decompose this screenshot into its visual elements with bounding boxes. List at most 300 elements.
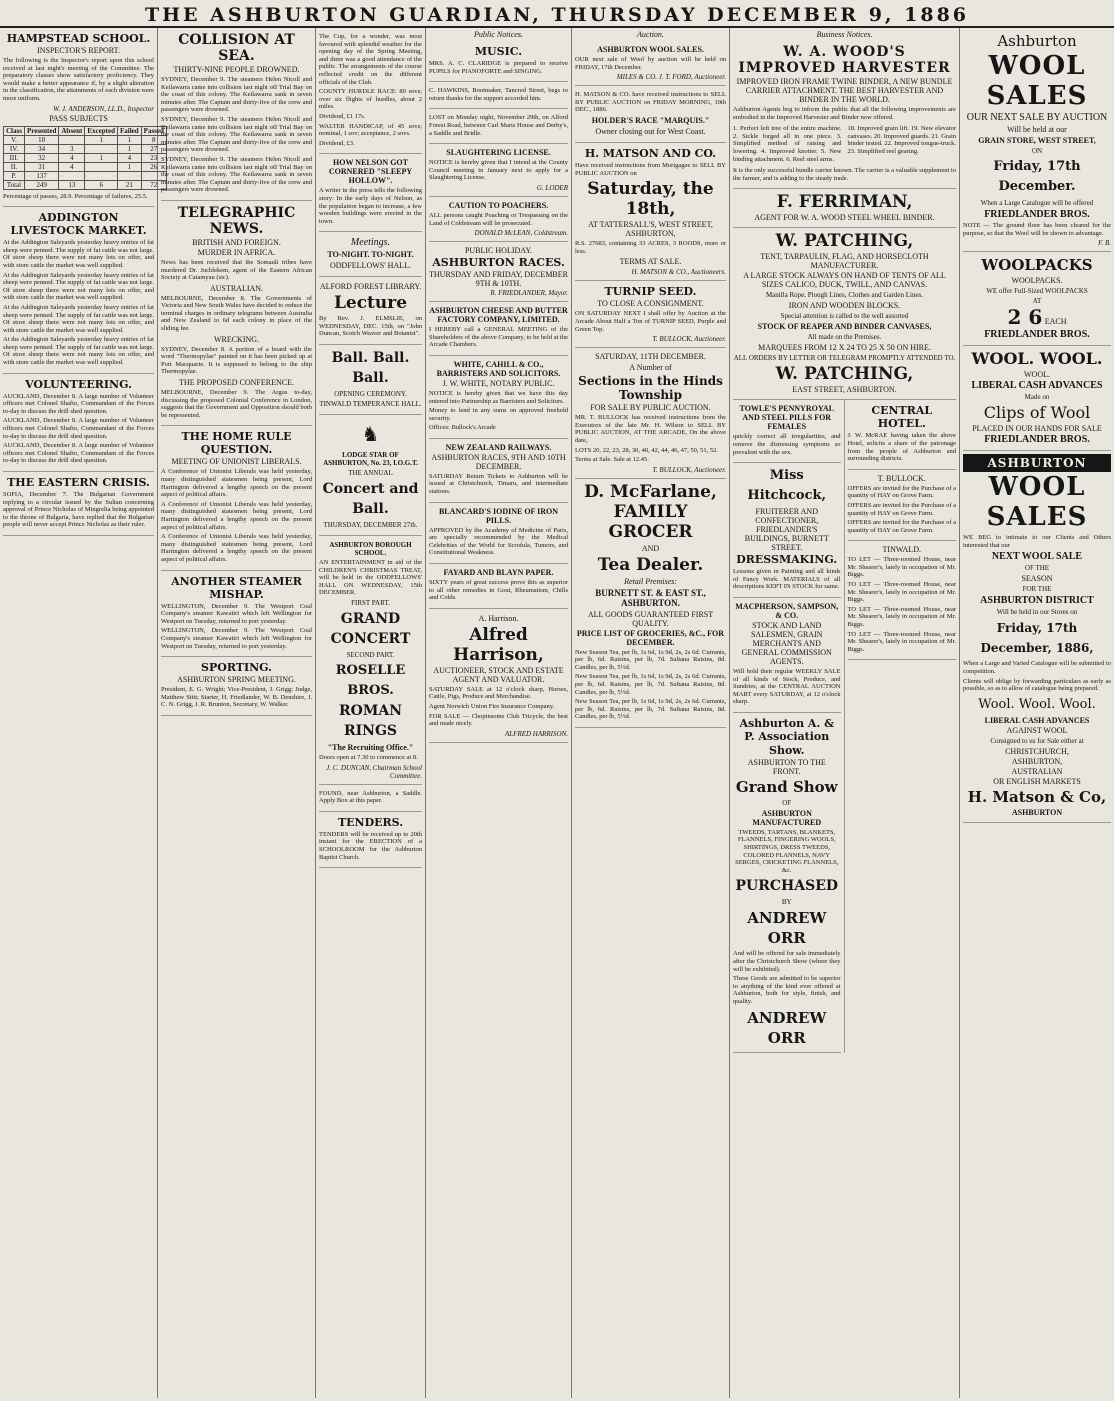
lecture-heading: Lecture bbox=[333, 293, 408, 314]
column-1 bbox=[0, 28, 164, 1398]
table-total-row bbox=[4, 180, 167, 189]
col6-left bbox=[733, 400, 845, 1052]
races-signature: R. FRIEDLANDER, Mayor. bbox=[490, 289, 568, 298]
wool-sales-body: OUR next sale of Wool by auction will be held on FRIDAY, 17th December. bbox=[575, 56, 726, 71]
collision-heading: COLLISION AT SEA. bbox=[178, 32, 295, 64]
retail-label: Retail Premises: bbox=[624, 576, 677, 586]
we-offer-text: WE offer Full-Sized WOOLPACKS bbox=[986, 287, 1088, 296]
at-text: AT bbox=[1032, 297, 1042, 306]
cheese-heading: ASHBURTON CHEESE AND BUTTER FACTORY COMPANY, LIMITED. bbox=[429, 306, 568, 325]
business-notices-label: Business Notices. bbox=[816, 30, 873, 39]
next-wool-text: NEXT WOOL SALE bbox=[991, 551, 1083, 563]
races-rail-heading: ASHBURTON RACES, 9TH AND 10TH DECEMBER. bbox=[431, 452, 566, 471]
murder-heading: MURDER IN AFRICA. bbox=[197, 247, 276, 257]
friday2-heading: Friday, 17th December, 1886, bbox=[980, 621, 1094, 656]
friedlander-signature: FRIEDLANDER BROS. bbox=[984, 209, 1090, 220]
table-cell: 23 bbox=[141, 153, 166, 162]
railways-heading: NEW ZEALAND RAILWAYS. bbox=[445, 442, 552, 452]
nelson-heading: HOW NELSON GOT CORNERED "SLEEPY HOLLOW". bbox=[328, 158, 413, 186]
patching2-heading: W. PATCHING, bbox=[775, 364, 914, 385]
orders-text: ALL ORDERS BY LETTER OR TELEGRAM PROMPTLY ATTENDED TO. bbox=[733, 354, 956, 363]
harrison-sale: SATURDAY SALE at 12 o'clock sharp, Horses, Cattle, Pigs, Produce and Merchandise. bbox=[429, 685, 568, 701]
for-sale-text: FOR SALE — Chopinsome Club Tricycle, the best and made nicely. bbox=[429, 712, 568, 728]
table-cell bbox=[85, 171, 118, 180]
saturday-date: SATURDAY, 11TH DECEMBER. bbox=[595, 352, 706, 362]
table-cell: III. bbox=[4, 153, 25, 162]
goods-guarantee: ALL GOODS GUARANTEED FIRST QUALITY. bbox=[587, 609, 714, 628]
wool-sales2-heading: WOOL SALES bbox=[986, 472, 1088, 533]
fayard-body: SIXTY years of great success prove this as superior to all other remedies in Gout, Rheumatism, Chills and Colds. bbox=[429, 579, 568, 602]
saturday-heading: Saturday, the 18th, bbox=[587, 179, 714, 220]
woolpacks-ad bbox=[963, 252, 1111, 346]
table-cell: IV. bbox=[4, 144, 25, 153]
hampstead-subheading: INSPECTOR'S REPORT. bbox=[37, 46, 120, 55]
ashburton4-text: ASHBURTON bbox=[1011, 807, 1063, 817]
against-text: AGAINST WOOL bbox=[1006, 725, 1068, 735]
music-body: MRS. A. C. CLARIDGE is prepared to receive PUPILS for PIANOFORTE and SINGING. bbox=[429, 60, 568, 75]
table-header-row bbox=[4, 126, 167, 135]
by-text: BY bbox=[781, 898, 792, 907]
table-cell: 27 bbox=[141, 144, 166, 153]
stock-text: STOCK OF REAPER AND BINDER CANVASES, bbox=[757, 322, 932, 332]
column-4 bbox=[426, 28, 572, 1398]
australian-heading: AUSTRALIAN. bbox=[209, 283, 264, 293]
tonight-text: TO-NIGHT. TO-NIGHT. bbox=[327, 250, 414, 260]
lost-body: LOST on Monday night, November 29th, on Alford Forest Road, between Carl Maris House and Derby's, a Saddle and Bridle. bbox=[429, 114, 568, 137]
home-rule-body: A Conference of Unionist Liberals was held yesterday, many distinguished statesmen being present, Lord Hartington delivered a lengthy speech on the present aspect of political affairs. bbox=[161, 468, 312, 499]
ferriman-ad bbox=[733, 189, 956, 228]
found-text: FOUND, near Ashburton, a Saddle. Apply Box at this paper. bbox=[319, 789, 422, 805]
telegraphic-article bbox=[161, 201, 312, 427]
home-rule-body-continued: A Conference of Unionist Liberals was held yesterday, many distinguished statesmen being present, Lord Hartington delivered a lengthy speech on the present aspect of political affairs. bbox=[161, 500, 312, 531]
ashburton-heading: Ashburton bbox=[997, 32, 1077, 50]
table-cell: V. bbox=[4, 135, 25, 144]
hitchcock-ad bbox=[733, 463, 841, 598]
sections-terms: Terms at Sale. Sale at 12.45. bbox=[575, 456, 649, 464]
features-left: 1. Perfect left tree of the entire machine. 2. Sickle forged all in one piece. 3. Simplified method of raising and lowering. 4. Improved knotter. 5. New binding attachment. 6. Reel steel arms. bbox=[733, 125, 842, 163]
tinwald-hall-text: TINWALD TEMPERANCE HALL. bbox=[319, 400, 422, 409]
percentages-text: Percentage of passes, 28.9. Percentage of failures, 25.5. bbox=[3, 192, 148, 200]
note-text: NOTE — The ground floor has been cleared for the purpose, so that the Wool will be shown to advantage. bbox=[963, 222, 1111, 237]
asso-front: ASHBURTON TO THE FRONT. bbox=[747, 757, 826, 776]
cup-body: The Cup, for a wonder, was most favoured with splendid weather for the opening day of the Spring Meeting, and there was a good attendance of the public. The arrangements of the course reflected credit on the different officials of the Club. bbox=[319, 33, 422, 86]
matson-marquis-notice bbox=[575, 86, 726, 143]
addington-body-continued: At the Addington Saleyards yesterday heavy entries of fat sheep were penned. The supply of fat cattle was not large. Of store sheep there were not many lots on offer, and with store cattle the market was well supplied. bbox=[3, 271, 154, 302]
owner-closing-text: Owner closing out for West Coast. bbox=[595, 126, 706, 136]
lodge-ad bbox=[319, 415, 422, 536]
home-rule-body-more: A Conference of Unionist Liberals was held yesterday, many distinguished statesmen being present, Lord Hartington delivered a lengthy speech on the present aspect of political affairs. bbox=[161, 533, 312, 563]
collision-body-more: SYDNEY, December 9. The steamers Helen Nicoll and Keilawarra came into collision last night off Trial Bay on the coast of this colony. The Keilawarra sank in seven minutes after. The Captain and thirty-five of the crew and passengers were drowned. bbox=[161, 155, 312, 194]
woolpacks-subheading: WOOLPACKS. bbox=[1011, 276, 1063, 286]
sections-heading: Sections in the Hinds Township bbox=[578, 374, 723, 403]
table-cell: Total bbox=[4, 180, 25, 189]
rs-text: R.S. 27683, containing 33 ACRES, 3 ROODS, more or less. bbox=[575, 240, 726, 255]
table-header: Passed bbox=[141, 126, 166, 135]
opening-text: OPENING CEREMONY. bbox=[334, 390, 407, 399]
wool3-heading: WOOL. WOOL. bbox=[971, 349, 1103, 369]
addington-body: At the Addington Saleyards yesterday heavy entries of fat sheep were penned. The supply of fat cattle was not large. Of store sheep there were not many lots on offer, and with store cattle the market was well supplied. bbox=[3, 239, 154, 269]
friday-heading: Friday, 17th December. bbox=[993, 159, 1081, 194]
table-row bbox=[4, 162, 167, 171]
australian-text: AUSTRALIAN bbox=[1011, 766, 1063, 776]
grand-show-heading: Grand Show bbox=[735, 777, 838, 796]
nelson-article bbox=[319, 154, 422, 232]
dividend2-text: Dividend, £3. bbox=[319, 139, 355, 147]
wool-small: WOOL. bbox=[1024, 370, 1050, 380]
patching-body: A LARGE STOCK ALWAYS ON HAND OF TENTS OF ALL SIZES CALICO, DUCK, TWILL, AND CANVAS. bbox=[743, 271, 946, 290]
bullock-body-continued: OFFERS are invited for the Purchase of a quantity of HAY on Grove Farm. bbox=[847, 501, 956, 517]
volunteering-body: AUCKLAND, December 8. A large number of Volunteer officers met Colonel Shafto, Commandant of the Forces to-day to discuss the drill shed question. bbox=[3, 392, 154, 415]
hampstead-body: The following is the Inspector's report upon this school received at last night's meeting of the Committee. The preparatory classes show satisfactory proficiency. They would make a better appearance if, by a slight alteration in the classification, the attainments of each division were more uniform. bbox=[3, 57, 154, 102]
lost-notice bbox=[429, 109, 568, 144]
iron-text: IRON AND WOODEN BLOCKS. bbox=[788, 301, 901, 311]
woods-subheading: IMPROVED IRON FRAME TWINE BINDER, A NEW BUNDLE CARRIER ATTACHMENT. THE BEST HARVESTER AND BINDER IN THE WORLD. bbox=[736, 77, 953, 104]
table-header: Presented bbox=[24, 126, 58, 135]
district-text: ASHBURTON DISTRICT bbox=[980, 595, 1094, 607]
wrecking-heading: WRECKING. bbox=[213, 334, 260, 344]
for-the-text: FOR THE bbox=[1022, 585, 1052, 594]
volunteering-body-more: AUCKLAND, December 8. A large number of Volunteer officers met Colonel Shafto, Commandant of the Forces to-day to discuss the drill shed question. bbox=[3, 442, 154, 465]
patching-heading: W. PATCHING, bbox=[775, 231, 914, 252]
slaughter-notice bbox=[429, 144, 568, 197]
marquees-text: MARQUEES FROM 12 X 24 TO 25 X 50 ON HIRE. bbox=[758, 343, 931, 353]
clips-heading: Clips of Wool bbox=[983, 403, 1091, 423]
sections-list: LOTS 20, 22, 23, 28, 30, 40, 42, 44, 46, 47, 50, 51, 52. bbox=[575, 446, 718, 454]
home-rule-subheading: MEETING OF UNIONIST LIBERALS. bbox=[171, 457, 302, 467]
dividend-text: Dividend, £1 17s. bbox=[319, 112, 366, 120]
turnip-body: ON SATURDAY NEXT I shall offer by Auction at the Arcade About Half a Ton of TURNIP SEED, Purple and Green Top. bbox=[575, 310, 726, 333]
volunteering-article bbox=[3, 374, 154, 472]
tenders-body: TENDERS will be received up to 20th instant for the ERECTION of a SCHOOLROOM for the Ashburton Baptist Church. bbox=[319, 830, 422, 861]
sections-subheading: FOR SALE BY PUBLIC AUCTION. bbox=[590, 403, 711, 413]
table-cell bbox=[85, 144, 118, 153]
table-cell: 3 bbox=[59, 144, 85, 153]
addington-body-more: At the Addington Saleyards yesterday heavy entries of fat sheep were penned. The supply of fat cattle was not large. Of store sheep there were not many lots on offer, and with store cattle the market was well supplied. bbox=[3, 303, 154, 334]
price-list-body-more: New Season Tea, per lb, 1s 6d, 1s 9d, 2s, 2s 6d. Currants, per lb, 6d. Raisins, per lb, 7d. Sultana Raisins, 8d. Candles, per lb, 5½d. bbox=[575, 698, 726, 721]
table-row bbox=[4, 153, 167, 162]
mcfarlane-ad bbox=[575, 479, 726, 728]
blancard-body: APPROVED by the Academy of Medicine of Paris, are specially recommended by the Medical Celebrities of the World for Scrofula, Tumors, and Constitutional Weakness. bbox=[429, 526, 568, 557]
of-text: OF bbox=[782, 798, 792, 807]
goods-list: TWEEDS, TARTANS, BLANKETS, FLANNELS, FINGERING WOOLS, SHIRTINGS, DRESS TWEEDS, COLORED FLANNELS, NAVY SERGES, CRICKETING FLANNELS, &c. bbox=[735, 828, 839, 874]
turnip-signature: T. BULLOCK, Auctioneer. bbox=[652, 335, 726, 344]
harrison-label: A. Harrison. bbox=[478, 613, 519, 623]
eastern-crisis-article bbox=[3, 472, 154, 536]
library-heading: ALFORD FOREST LIBRARY. bbox=[319, 282, 422, 292]
features-lists bbox=[733, 123, 956, 165]
telegraphic-subheading: BRITISH AND FOREIGN. bbox=[192, 237, 281, 247]
hawkins-notice bbox=[429, 82, 568, 109]
matson-wool-ad bbox=[963, 451, 1111, 823]
bullock-notices bbox=[848, 470, 957, 542]
features-right: 18. Improved grain lift. 19. New elevator canvases. 20. Improved guards. 21. Grain binder tested. 22. Improved tongue-truck. 23. Simplified reel gearing. bbox=[847, 125, 956, 155]
table-cell: 1 bbox=[85, 135, 118, 144]
asso-show: Show. bbox=[769, 743, 805, 757]
slaughter-signature: G. LODER bbox=[536, 183, 568, 192]
sporting-article bbox=[161, 657, 312, 716]
patching-subheading: TENT, TARPAULIN, FLAG, AND HORSECLOTH MANUFACTURER. bbox=[760, 252, 929, 271]
nelson-body: A writer in the press tells the following story: In the early days of Nelson, as the population began to increase, a few wooden buildings were erected in the town. bbox=[319, 187, 422, 225]
consigned-text: Consigned to us for Sale either at bbox=[990, 736, 1084, 745]
placed-text: PLACED IN OUR HANDS FOR SALE bbox=[972, 424, 1102, 434]
bullock-heading: T. BULLOCK. bbox=[877, 473, 926, 483]
first-part-label: FIRST PART. bbox=[351, 599, 390, 608]
notary-heading: J. W. WHITE, NOTARY PUBLIC. bbox=[442, 378, 555, 388]
matson-co-heading: H. Matson & Co, bbox=[967, 787, 1107, 806]
column-3 bbox=[316, 28, 426, 1398]
mcfarlane-heading: D. McFarlane, bbox=[584, 481, 717, 502]
fb-signature: F. B. bbox=[1098, 239, 1111, 248]
poachers-heading: CAUTION TO POACHERS. bbox=[448, 200, 549, 210]
sections-intro: A Number of bbox=[629, 363, 672, 373]
pills-body: quickly correct all irregularities, and remove the distressing symptoms so prevalent with the sex. bbox=[733, 433, 841, 456]
column-5 bbox=[572, 28, 730, 1398]
tattersall-text: AT TATTERSALL'S, WEST STREET, ASHBURTON, bbox=[588, 220, 713, 239]
table-cell: 21 bbox=[118, 180, 142, 189]
concert-date-text: THURSDAY, DECEMBER 27th. bbox=[323, 521, 418, 530]
table-cell: 4 bbox=[118, 153, 142, 162]
column-2 bbox=[158, 28, 316, 1398]
special-text: Special attention is called to the well assorted bbox=[780, 312, 909, 321]
tinwald-body: TO LET — Three-roomed House, near Mr. Shearer's, lately in occupation of Mr. Biggs. bbox=[847, 556, 956, 579]
tinwald-body-continued: TO LET — Three-roomed House, near Mr. Shearer's, lately in occupation of Mr. Biggs. bbox=[847, 581, 956, 604]
hampstead-article bbox=[3, 28, 164, 207]
table-cell: 249 bbox=[24, 180, 58, 189]
dressmaking-heading: DRESSMAKING. bbox=[736, 553, 838, 567]
terms-text: TERMS AT SALE. bbox=[619, 257, 682, 267]
table-cell: 4 bbox=[59, 153, 85, 162]
held-text: Will be held at our bbox=[1007, 125, 1067, 134]
each-text: EACH bbox=[1044, 317, 1067, 327]
miles-signature: MILES & CO. J. T. FORD, Auctioneer. bbox=[616, 73, 726, 82]
macpherson-body: Will hold their regular WEEKLY SALE of all kinds of Stock, Produce, and Sundries, at the CENTRAL AUCTION MART every SATURDAY, at 12 o'clock sharp. bbox=[733, 667, 841, 706]
wrecking-body: SYDNEY, December 8. A portion of a board with the word "Thermopylae" painted on it has been picked up at Port Macquarie. It is supposed to belong to the ship Thermopylae. bbox=[161, 345, 312, 376]
hampstead-heading: HAMPSTEAD SCHOOL. bbox=[6, 32, 151, 45]
home-rule-article bbox=[161, 426, 312, 570]
eastern-crisis-heading: THE EASTERN CRISIS. bbox=[7, 476, 150, 489]
collision-article bbox=[161, 28, 312, 201]
auction-label: Auction. bbox=[637, 30, 664, 39]
matson-notice-text: H. MATSON & CO. have received instructions to SELL BY PUBLIC AUCTION on FRIDAY MORNING, 10th DEC., 1886. bbox=[575, 91, 726, 114]
friedlander3-signature: FRIEDLANDER BROS. bbox=[984, 434, 1090, 446]
steamer-body-continued: WELLINGTON, December 9. The Westport Coal Company's steamer Kawatiri which left Wellington for Westport on Tuesday, returned to port yesterday. bbox=[161, 627, 312, 650]
held-stores-text: Will be held in our Stores on bbox=[996, 608, 1078, 617]
addington-article bbox=[3, 207, 154, 374]
table-cell: 1 bbox=[118, 144, 142, 153]
price-text: 2 6 bbox=[1007, 305, 1043, 330]
school-secretary-signature: J. C. DUNCAN, Chairman School Committee. bbox=[326, 763, 422, 780]
price-list-body: New Season Tea, per lb, 1s 6d, 1s 9d, 2s, 2s 6d. Currants, per lb, 6d. Raisins, per lb, 7d. Sultana Raisins, 8d. Candles, per lb, 5½d. bbox=[575, 648, 726, 671]
borough-school-heading: ASHBURTON BOROUGH SCHOOL. bbox=[329, 541, 412, 558]
christchurch-text: CHRISTCHURCH, bbox=[1005, 746, 1069, 756]
table-cell: 137 bbox=[24, 171, 58, 180]
table-cell: 72 bbox=[141, 180, 166, 189]
sporting-body: President, E. G. Wright; Vice-President, J. Grigg; Judge, Matthew Stitt; Starter, H. Friedlander, W. B. Denshire, J. C. N. Grigg, J. R. Brunton, Secretary, W. Walker. bbox=[161, 686, 312, 709]
tea-dealer-heading: Tea Dealer. bbox=[597, 554, 704, 575]
made-on-text: Made on bbox=[1024, 393, 1050, 402]
harrison-heading: Alfred Harrison, bbox=[453, 624, 544, 665]
addington-heading: ADDINGTON LIVESTOCK MARKET. bbox=[10, 211, 147, 238]
turnip-notice bbox=[575, 281, 726, 348]
blancard-heading: BLANCARD'S IODINE OF IRON PILLS. bbox=[438, 506, 559, 525]
woolpacks-heading: WOOLPACKS bbox=[981, 256, 1093, 275]
pass-subjects-table bbox=[3, 126, 167, 190]
price-list-body-continued: New Season Tea, per lb, 1s 6d, 1s 9d, 2s, 2s 6d. Currants, per lb, 6d. Raisins, per lb, 7d. Sultana Raisins, 8d. Candles, per lb, 5½d. bbox=[575, 673, 726, 696]
table-cell: 31 bbox=[24, 162, 58, 171]
conference-body: MELBOURNE, December 9. The Argus to-day, discussing the proposed Colonial Conference in London, suggests that the Government and Opposition should both be represented. bbox=[161, 389, 312, 419]
wool-rep-heading: Wool. Wool. Wool. bbox=[978, 696, 1096, 712]
grain-store-text: GRAIN STORE, WEST STREET, bbox=[978, 136, 1096, 145]
table-cell: 6 bbox=[85, 180, 118, 189]
steamer-body: WELLINGTON, December 9. The Westport Coal Company's steamer Kawatiri which left Wellington for Westport on Tuesday, returned to port yesterday. bbox=[161, 602, 312, 625]
sections-signature: T. BULLOCK, Auctioneer. bbox=[652, 465, 726, 474]
horse-rider-emblem: ♞ bbox=[361, 424, 380, 447]
sections-notice bbox=[575, 348, 726, 479]
slaughter-heading: SLAUGHTERING LICENSE. bbox=[446, 148, 551, 158]
tenders-heading: TENDERS. bbox=[337, 815, 404, 829]
fayard-notice bbox=[429, 564, 568, 609]
races-report bbox=[319, 28, 422, 154]
races-dates: THURSDAY AND FRIDAY, DECEMBER 9TH & 10TH. bbox=[429, 270, 568, 289]
matson-sale-notice bbox=[575, 143, 726, 281]
tinwald-heading: TINWALD. bbox=[882, 545, 921, 555]
central-hotel-body: J. W. McRAE having taken the above Hotel, solicits a share of the patronage from the people of Ashburton and surrounding districts. bbox=[847, 432, 956, 463]
recruiting-text: "The Recruiting Office." bbox=[327, 743, 414, 753]
volunteering-body-continued: AUCKLAND, December 8. A large number of Volunteer officers met Colonel Shafto, Commandant of the Forces to-day to discuss the drill shed question. bbox=[3, 417, 154, 440]
table-header: Class bbox=[4, 126, 25, 135]
eastern-crisis-body: SOFIA, December 7. The Bulgarian Government replying to a circular issued by the Sultan concerning approval of Prince Nicholas of Mingrelia being appointed to the throne of Bulgaria, have replied that the Bulgarian people will never accept Prince Nicholas as their ruler. bbox=[3, 491, 154, 529]
on-text: ON bbox=[1031, 147, 1043, 155]
table-cell bbox=[59, 135, 85, 144]
masthead-title: THE ASHBURTON GUARDIAN, THURSDAY DECEMBER 9, 1886 bbox=[144, 4, 970, 26]
andrew-heading: ANDREW ORR bbox=[747, 909, 827, 948]
ashburton-bar: ASHBURTON bbox=[963, 454, 1111, 472]
made-text: All made on the Premises. bbox=[807, 333, 882, 342]
friedlander-wool-ad bbox=[963, 28, 1111, 252]
ferriman-subheading: AGENT FOR W. A. WOOD STEEL WHEEL BINDER. bbox=[754, 213, 935, 223]
table-row bbox=[4, 135, 167, 144]
central-hotel-heading: CENTRAL HOTEL. bbox=[871, 404, 933, 431]
sporting-heading: SPORTING. bbox=[201, 661, 272, 675]
poachers-notice bbox=[429, 197, 568, 242]
hurdles-text: COUNTY HURDLE RACE: 80 sovs; over six flights of hurdles, about 2 miles. bbox=[319, 88, 422, 111]
railways-notice bbox=[429, 439, 568, 503]
col6-right bbox=[845, 400, 957, 1052]
macpherson-subheading: STOCK AND LAND SALESMEN, GRAIN MERCHANTS AND GENERAL COMMISSION AGENTS. bbox=[741, 620, 832, 666]
bullock-body-more: OFFERS are invited for the Purchase of a quantity of HAY on Grove Farm. bbox=[847, 519, 956, 534]
bullock-body: OFFERS are invited for the Purchase of a quantity of HAY on Grove Farm. bbox=[847, 484, 956, 500]
wool-sales-notice bbox=[575, 41, 726, 86]
table-cell bbox=[59, 171, 85, 180]
money-lend-text: Money to lend in any sums on approved freehold security. bbox=[429, 407, 568, 422]
borough-school-ad bbox=[319, 536, 422, 785]
table-header: Excepted bbox=[85, 126, 118, 135]
asso-ad bbox=[733, 713, 841, 1053]
table-cell: 4 bbox=[59, 162, 85, 171]
friedlander2-signature: FRIEDLANDER BROS. bbox=[984, 329, 1090, 341]
tinwald-body-more: TO LET — Three-roomed House, near Mr. Shearer's, lately in occupation of Mr. Biggs. bbox=[847, 605, 956, 629]
tinwald-notices bbox=[848, 541, 957, 660]
family-grocer-heading: FAMILY GROCER bbox=[608, 501, 693, 542]
meetings-section bbox=[319, 232, 422, 277]
harrison-signature: ALFRED HARRISON. bbox=[505, 729, 568, 738]
manufactured-text: ASHBURTON MANUFACTURED bbox=[752, 808, 822, 827]
home-rule-heading: THE HOME RULE QUESTION. bbox=[181, 430, 292, 457]
hampstead-signature: W. J. ANDERSON, LL.D., Inspector bbox=[53, 104, 154, 113]
matson-body: Have received instructions from Mortgagee to SELL BY PUBLIC AUCTION on bbox=[575, 161, 726, 177]
steamer-heading: ANOTHER STEAMER MISHAP. bbox=[171, 574, 302, 601]
murder-body: News has been received that the Somauli tribes have murdered Dr. Juchlekem, agent of the Eastern African Society at Catamyau (sic). bbox=[161, 258, 312, 282]
andrew-footer: These Goods are admitted to be superior to anything of the kind ever offered at Ashburton, both for style, finish, and quality. bbox=[733, 975, 841, 1005]
harrison-notice bbox=[429, 609, 568, 743]
races-heading: ASHBURTON RACES. bbox=[432, 256, 565, 270]
tenders-notice bbox=[319, 812, 422, 868]
clients-text: Clients will oblige by forwarding particulars as early as possible, so as to allow of catalogue being prepared. bbox=[963, 677, 1111, 693]
conference-heading: THE PROPOSED CONFERENCE. bbox=[179, 378, 294, 388]
east-street-text: EAST STREET, ASHBURTON. bbox=[792, 385, 897, 395]
english-text: OR ENGLISH MARKETS bbox=[993, 776, 1081, 786]
patching-ad bbox=[733, 228, 956, 400]
turnip-heading: TURNIP SEED. bbox=[604, 285, 697, 299]
price-line bbox=[963, 305, 1111, 330]
manila-text: Manilla Rope, Plough Lines, Clothes and Garden Lines. bbox=[765, 291, 924, 300]
solicitors-heading: WHITE, CAHILL & CO., BARRISTERS AND SOLICITORS. bbox=[436, 359, 561, 378]
season-text: SEASON bbox=[1021, 574, 1053, 584]
meetings-label: Meetings. bbox=[350, 237, 391, 249]
table-cell: 13 bbox=[59, 180, 85, 189]
cheese-body: I HEREBY call a GENERAL MEETING of the Shareholders of the above Company, to be held at the Arcade Chambers. bbox=[429, 326, 568, 349]
wool-sales-heading: ASHBURTON WOOL SALES. bbox=[597, 45, 704, 54]
sections-body: MR. T. BULLOCK has received instructions from the Executors of the late Mr. H. Wilson to SELL BY PUBLIC AUCTION, AT THE ARCADE, On the above date, bbox=[575, 414, 726, 444]
andrew2-heading: ANDREW ORR bbox=[747, 1008, 827, 1047]
macpherson-ad bbox=[733, 598, 841, 713]
australian-body: MELBOURNE, December 8. The Governments of Victoria and New South Wales have decided to reduce the terminal charges in ordinary telegrams between Australia and New Zealand to 6d each colony in place of the sliding fee. bbox=[161, 294, 312, 333]
macpherson-heading: MACPHERSON, SAMPSON, & CO. bbox=[735, 601, 839, 620]
catalogue2-text: When a Large and Varied Catalogue will be submitted to competition. bbox=[963, 660, 1111, 675]
poachers-signature: DONALD McLEAN, Coldstream. bbox=[474, 229, 568, 238]
andrew-body: And will be offered for sale immediately after the Christchurch Show (where they will be exhibited). bbox=[733, 950, 841, 973]
hitchcock-subheading: FRUITERER AND CONFECTIONER, FRIEDLANDER'S BUILDINGS, BURNETT STREET. bbox=[744, 507, 829, 553]
pills-heading: TOWLE'S PENNYROYAL AND STEEL PILLS FOR FEMALES bbox=[739, 404, 834, 432]
rail-body: SATURDAY Return Tickets to Ashburton will be issued at Christchurch, Timaru, and intermediate stations. bbox=[429, 472, 568, 496]
library-ad bbox=[319, 277, 422, 345]
table-row bbox=[4, 171, 167, 180]
steamer-article bbox=[161, 571, 312, 658]
ball-heading: Ball. Ball. Ball. bbox=[331, 350, 410, 387]
blancard-notice bbox=[429, 503, 568, 564]
ferriman-heading: F. FERRIMAN, bbox=[776, 192, 913, 213]
sporting-subheading: ASHBURTON SPRING MEETING. bbox=[177, 675, 296, 685]
table-cell bbox=[85, 162, 118, 171]
poachers-body: ALL persons caught Poaching or Trespassing on the Land of Coldstream will be prosecuted. bbox=[429, 211, 568, 227]
found-notice bbox=[319, 785, 422, 812]
grand-concert-heading: GRAND CONCERT bbox=[330, 611, 411, 648]
collision-subheading: THIRTY-NINE PEOPLE DROWNED. bbox=[173, 65, 300, 74]
fayard-heading: FAYARD AND BLAYN PAPER. bbox=[443, 568, 554, 578]
offices-text: Offices: Bullock's Arcade bbox=[429, 424, 496, 432]
notary-body: NOTICE is hereby given that we have this day entered into Partnership as Barristers and Solicitors. bbox=[429, 389, 568, 405]
slaughter-body: NOTICE is hereby given that I intend at the County Council meeting in January next to apply for a Slaughtering License. bbox=[429, 159, 568, 182]
concert-ball-heading: Concert and Ball. bbox=[322, 481, 419, 518]
roman-rings-heading: ROMAN RINGS bbox=[339, 703, 402, 740]
cheese-notice bbox=[429, 302, 568, 356]
table-header: Failed bbox=[118, 126, 142, 135]
table-cell: 34 bbox=[24, 144, 58, 153]
liberal2-heading: LIBERAL CASH ADVANCES bbox=[984, 715, 1090, 725]
price-list-heading: PRICE LIST OF GROCERIES, &C., FOR DECEMBER. bbox=[576, 628, 725, 647]
table-cell: 1 bbox=[118, 162, 142, 171]
wool-sales-heading: WOOL SALES bbox=[986, 51, 1088, 111]
